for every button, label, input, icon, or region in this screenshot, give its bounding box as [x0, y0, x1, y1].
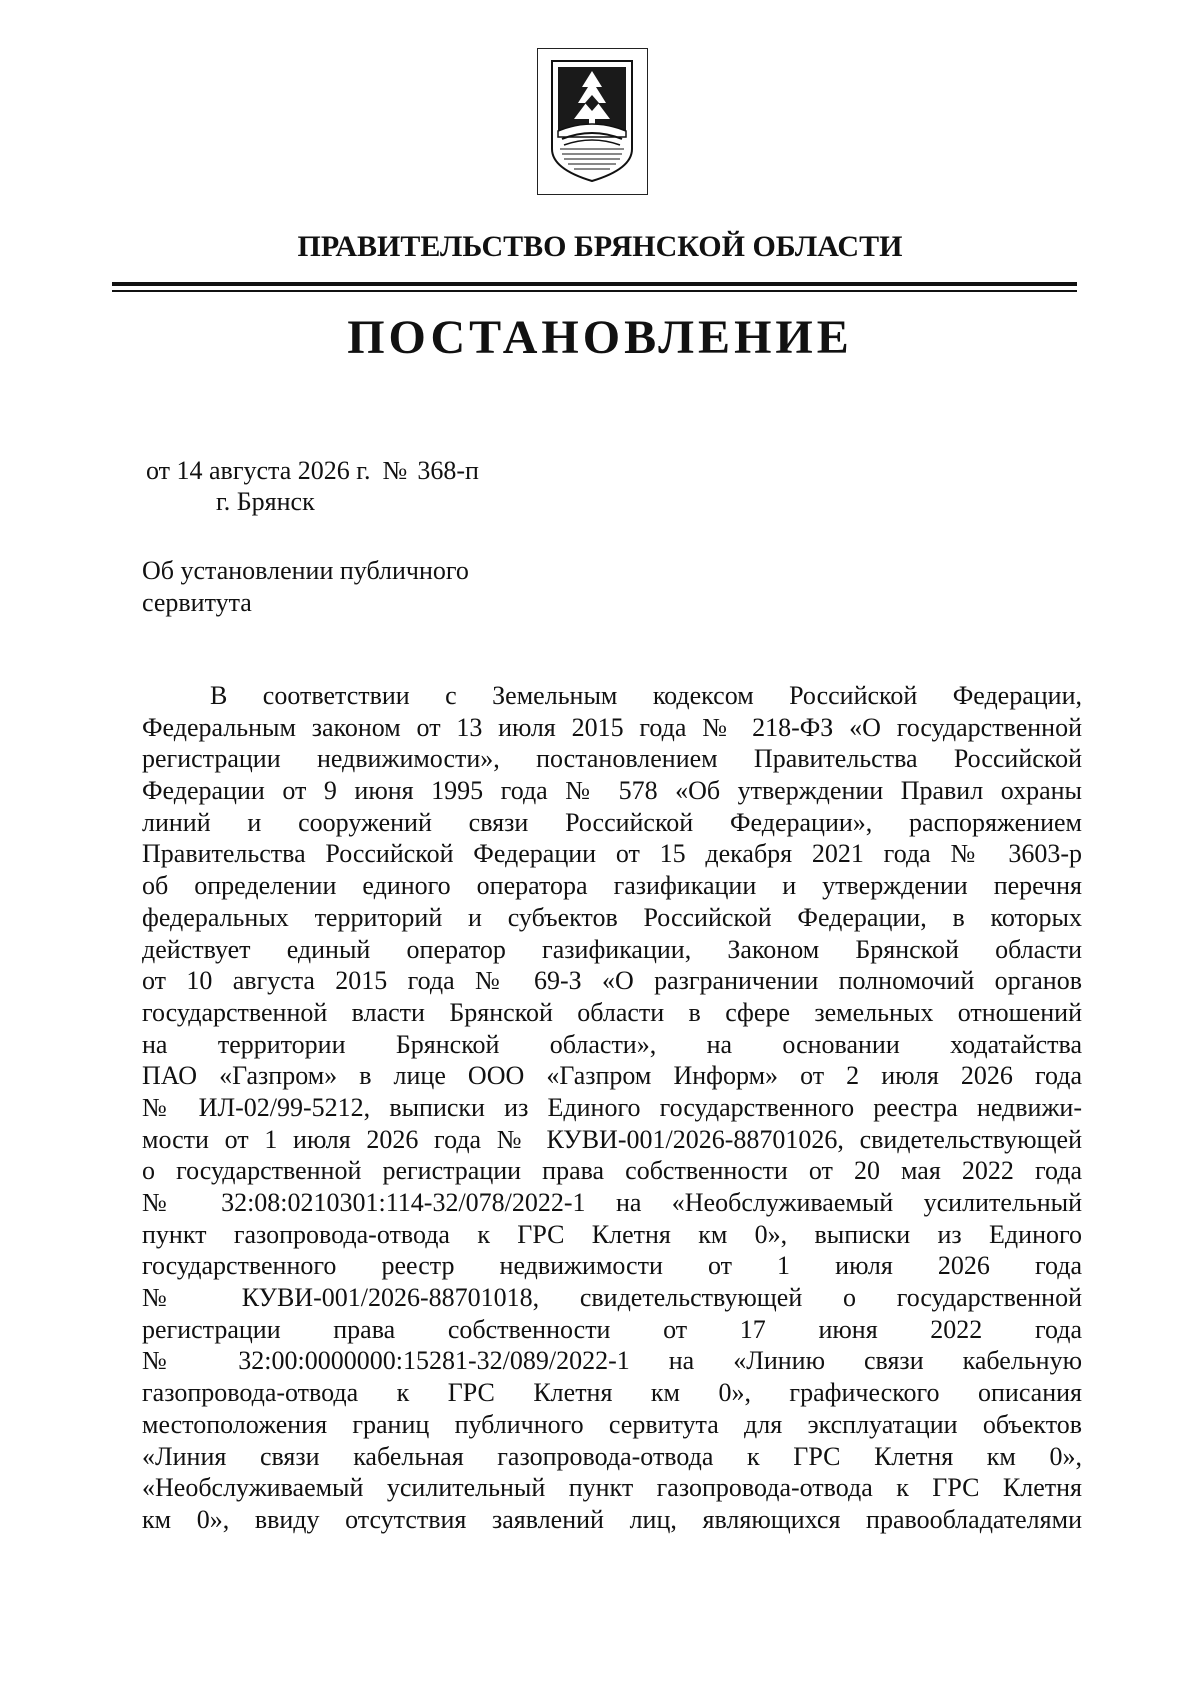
- body-line: на территории Брянской области», на основании ходатайства: [142, 1029, 1082, 1059]
- coat-of-arms-frame: [537, 48, 648, 195]
- document-number: 368-п: [417, 456, 479, 485]
- body-line: № КУВИ-001/2026-88701018, свидетельствующей о государственной: [142, 1283, 1082, 1313]
- header-divider-thin: [112, 290, 1077, 292]
- subject-line-2: сервитута: [142, 588, 252, 617]
- body-line: действует единый оператор газификации, Законом Брянской области: [142, 934, 1082, 964]
- date-number-line: [146, 456, 479, 486]
- body-line: от 10 августа 2015 года № 69-З «О разграничении полномочий органов: [142, 966, 1082, 996]
- document-date: от 14 августа 2026 г.: [146, 456, 371, 485]
- body-line: линий и сооружений связи Российской Федерации», распоряжением: [142, 807, 1082, 837]
- body-line: № ИЛ-02/99-5212, выписки из Единого государственного реестра недвижи-: [142, 1092, 1082, 1122]
- body-line: газопровода-отвода к ГРС Клетня км 0», графического описания: [142, 1378, 1082, 1408]
- body-line: «Необслуживаемый усилительный пункт газопровода-отвода к ГРС Клетня: [142, 1473, 1082, 1503]
- body-line: об определении единого оператора газификации и утверждении перечня: [142, 871, 1082, 901]
- body-line: № 32:08:0210301:114-32/078/2022-1 на «Необслуживаемый усилительный: [142, 1188, 1082, 1217]
- subject-line-1: Об установлении публичного: [142, 556, 469, 585]
- body-line: регистрации права собственности от 17 июня 2022 года: [142, 1314, 1082, 1344]
- body-paragraph: [142, 680, 1082, 1536]
- body-line: Федерации от 9 июня 1995 года № 578 «Об утверждении Правил охраны: [142, 776, 1082, 806]
- body-line: местоположения границ публичного сервитута для эксплуатации объектов: [142, 1409, 1082, 1439]
- header-divider-thick: [112, 282, 1077, 286]
- document-city: г. Брянск: [216, 487, 315, 516]
- government-title: ПРАВИТЕЛЬСТВО БРЯНСКОЙ ОБЛАСТИ: [297, 230, 903, 263]
- coat-of-arms-icon: [546, 57, 638, 185]
- body-line: о государственной регистрации права собственности от 20 мая 2022 года: [142, 1156, 1082, 1186]
- body-line: пункт газопровода-отвода к ГРС Клетня км 0», выписки из Единого: [142, 1219, 1082, 1249]
- body-line: мости от 1 июля 2026 года № КУВИ-001/2026-88701026, свидетельствующей: [142, 1124, 1082, 1154]
- body-line: федеральных территорий и субъектов Российской Федерации, в которых: [142, 902, 1082, 932]
- body-line: В соответствии с Земельным кодексом Российской Федерации,: [210, 681, 1082, 710]
- body-line: Правительства Российской Федерации от 15 декабря 2021 года № 3603-р: [142, 839, 1082, 869]
- document-type-title: ПОСТАНОВЛЕНИЕ: [347, 311, 853, 364]
- body-line: «Линия связи кабельная газопровода-отвода к ГРС Клетня км 0»,: [142, 1441, 1082, 1471]
- number-label: №: [382, 456, 408, 485]
- body-line: государственного реестр недвижимости от 1 июля 2026 года: [142, 1251, 1082, 1281]
- body-line: км 0», ввиду отсутствия заявлений лиц, являющихся правообладателями: [142, 1504, 1082, 1534]
- body-line: № 32:00:0000000:15281-32/089/2022-1 на «Линию связи кабельную: [142, 1346, 1082, 1376]
- body-line: Федеральным законом от 13 июля 2015 года № 218-ФЗ «О государственной: [142, 712, 1082, 742]
- body-line: ПАО «Газпром» в лице ООО «Газпром Информ» от 2 июля 2026 года: [142, 1061, 1082, 1091]
- body-line: государственной власти Брянской области в сфере земельных отношений: [142, 997, 1082, 1027]
- body-line: регистрации недвижимости», постановлением Правительства Российской: [142, 744, 1082, 774]
